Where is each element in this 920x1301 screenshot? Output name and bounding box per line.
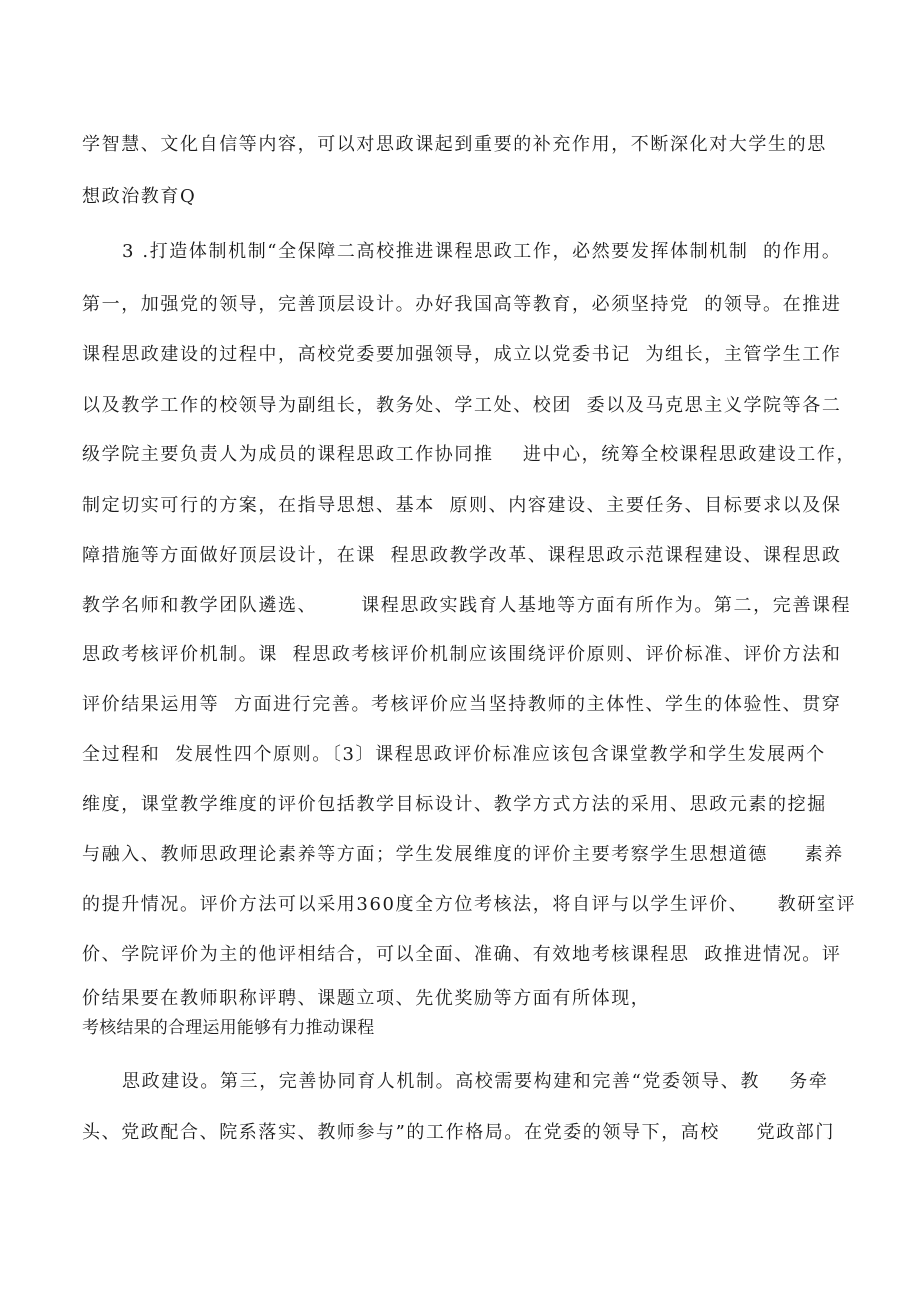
- text-line: 头、党政配合、院系落实、教师参与”的工作格局。在党委的领导下，高校 党政部门: [82, 1122, 836, 1143]
- text-line: 以及教学工作的校领导为副组长，教务处、学工处、校团 委以及马克思主义学院等各二: [82, 395, 842, 416]
- text-line: 想政治教育Q: [82, 186, 197, 207]
- text-line: 思政建设。第三，完善协同育人机制。高校需要构建和完善“党委领导、教 务牵: [122, 1071, 829, 1092]
- text-line: 与融入、教师思政理论素养等方面；学生发展维度的评价主要考察学生思想道德 素养: [82, 844, 844, 865]
- text-line: 3 .打造体制机制“全保障二高校推进课程思政工作，必然要发挥体制机制 的作用。: [122, 241, 842, 262]
- text-line: 第一，加强党的领导，完善顶层设计。办好我国高等教育，必须坚持党 的领导。在推进: [82, 294, 842, 315]
- text-line: 考核结果的合理运用能够有力推动课程: [82, 1018, 375, 1038]
- text-line: 教学名师和教学团队遴选、 课程思政实践育人基地等方面有所作为。第二，完善课程: [82, 595, 852, 616]
- text-line: 全过程和 发展性四个原则。〔3〕课程思政评价标准应该包含课堂教学和学生发展两个: [82, 744, 826, 765]
- text-line: 评价结果运用等 方面进行完善。考核评价应当坚持教师的主体性、学生的体验性、贯穿: [82, 694, 842, 715]
- text-line: 价、学院评价为主的他评相结合，可以全面、准确、有效地考核课程思 政推进情况。评: [82, 944, 842, 965]
- text-line: 思政考核评价机制。课 程思政考核评价机制应该围绕评价原则、评价标准、评价方法和: [82, 644, 842, 665]
- text-line: 级学院主要负责人为成员的课程思政工作协同推 进中心，统筹全校课程思政建设工作，: [82, 444, 857, 465]
- text-line: 的提升情况。评价方法可以采用360度全方位考核法，将自评与以学生评价、 教研室评: [82, 894, 857, 915]
- text-line: 价结果要在教师职称评聘、课题立项、先优奖励等方面有所体现，: [82, 988, 651, 1009]
- text-line: 制定切实可行的方案，在指导思想、基本 原则、内容建设、主要任务、目标要求以及保: [82, 495, 842, 516]
- text-line: 维度，课堂教学维度的评价包括教学目标设计、教学方式方法的采用、思政元素的挖掘: [82, 794, 827, 815]
- text-line: 障措施等方面做好顶层设计，在课 程思政教学改革、课程思政示范课程建设、课程思政: [82, 545, 842, 566]
- text-line: 学智慧、文化自信等内容，可以对思政课起到重要的补充作用，不断深化对大学生的思: [82, 134, 827, 155]
- text-line: 课程思政建设的过程中，高校党委要加强领导，成立以党委书记 为组长，主管学生工作: [82, 344, 842, 365]
